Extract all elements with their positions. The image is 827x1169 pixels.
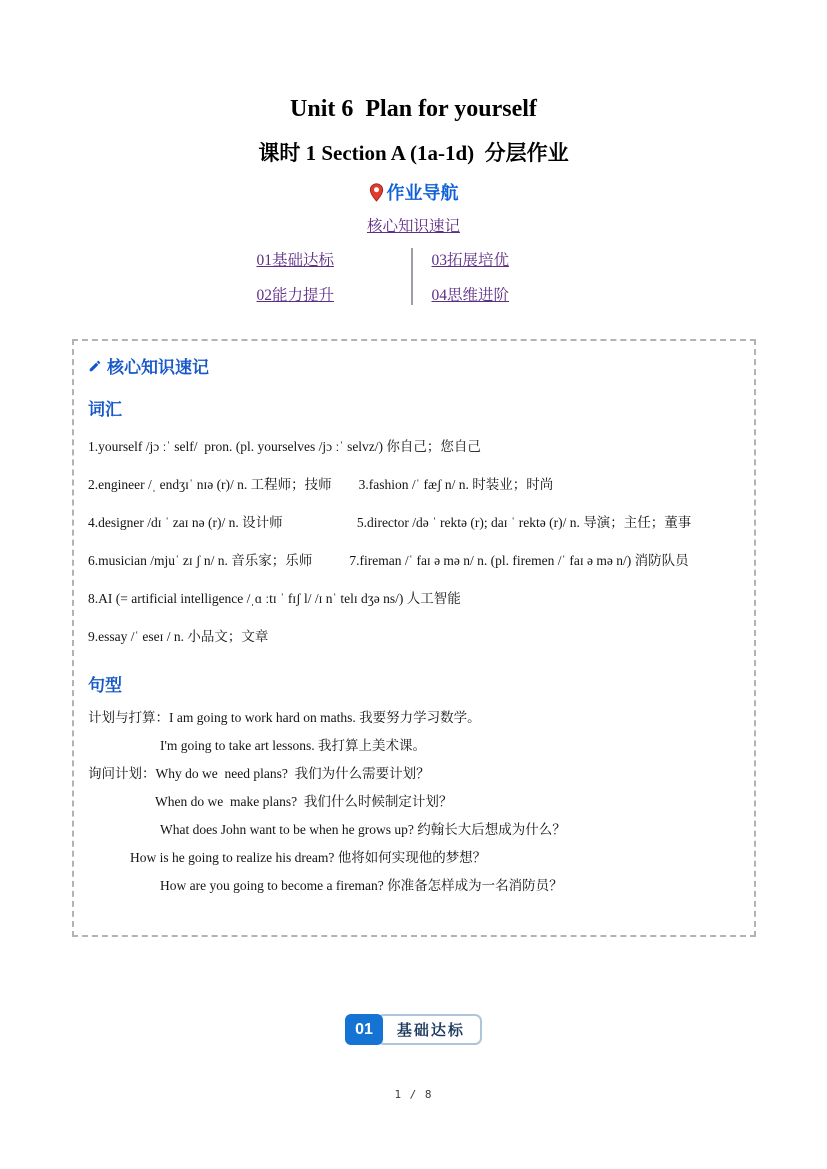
link-03-expand[interactable]: 03拓展培优 <box>431 252 510 269</box>
pattern-line: How are you going to become a fireman? 你准备怎样成为一名消防员？ <box>160 878 563 893</box>
section-badge-label: 基础达标 <box>377 1014 482 1045</box>
core-knowledge-link[interactable]: 核心知识速记 <box>366 218 460 235</box>
section-links-left <box>245 248 411 305</box>
location-pin-icon <box>369 183 384 202</box>
link-04-thinking[interactable]: 04思维进阶 <box>431 287 510 304</box>
section-links <box>0 248 827 305</box>
section-badge <box>0 1014 827 1045</box>
homework-nav-label: 作业导航 <box>386 183 459 203</box>
link-01-basic[interactable]: 01基础达标 <box>256 252 335 269</box>
page-number: 1 / 8 <box>394 1088 433 1101</box>
core-knowledge-box <box>72 339 756 937</box>
core-knowledge-box-title: 核心知识速记 <box>107 358 209 377</box>
pattern-line: 询问计划：Why do we need plans? 我们为什么需要计划？ <box>88 766 430 781</box>
pattern-line: What does John want to be when he grows up? 约翰长大后想成为什么？ <box>160 822 566 837</box>
pen-icon <box>88 359 102 373</box>
vocab-item: 8.AI (= artificial intelligence /ˌɑ ːtɪ ˈ fɪʃ l/ /ɪ nˈ telɪ dʒə ns/) 人工智能 <box>88 591 461 606</box>
homework-nav-header <box>0 179 827 205</box>
core-knowledge-box-header <box>88 353 740 378</box>
pattern-line: How is he going to realize his dream? 他将如何实现他的梦想？ <box>130 850 487 865</box>
section-badge-number: 01 <box>345 1014 383 1045</box>
page-subtitle: 课时 1 Section A (1a-1d) 分层作业 <box>258 141 569 165</box>
vocab-heading: 词汇 <box>88 400 122 419</box>
pattern-line: When do we make plans? 我们什么时候制定计划？ <box>155 794 453 809</box>
pattern-line: I'm going to take art lessons. 我打算上美术课。 <box>160 738 427 753</box>
vocab-item: 1.yourself /jɔ ːˈ self/ pron. (pl. yourselves /jɔ ːˈ selvz/) 你自己；您自己 <box>88 439 481 454</box>
section-links-right <box>413 248 583 305</box>
page-title: Unit 6 Plan for yourself <box>290 96 537 122</box>
vocab-item: 4.designer /dɪ ˈ zaɪ nə (r)/ n. 设计师 5.director /də ˈ rektə (r); daɪ ˈ rektə (r)/ n. 导演；主任；董事 <box>88 515 692 530</box>
vocab-item: 2.engineer /ˌ endʒɪˈ nɪə (r)/ n. 工程师；技师 3.fashion /ˈ fæʃ n/ n. 时装业；时尚 <box>88 477 554 492</box>
vocab-item: 6.musician /mjuˈ zɪ ʃ n/ n. 音乐家；乐师 7.fireman /ˈ faɪ ə mə n/ n. (pl. firemen /ˈ faɪ ə mə n/) 消防队员 <box>88 553 689 568</box>
link-02-ability[interactable]: 02能力提升 <box>256 287 335 304</box>
patterns-heading: 句型 <box>88 676 122 695</box>
vocab-item: 9.essay /ˈ eseɪ / n. 小品文；文章 <box>88 629 269 644</box>
pattern-line: 计划与打算：I am going to work hard on maths. 我要努力学习数学。 <box>88 710 481 725</box>
